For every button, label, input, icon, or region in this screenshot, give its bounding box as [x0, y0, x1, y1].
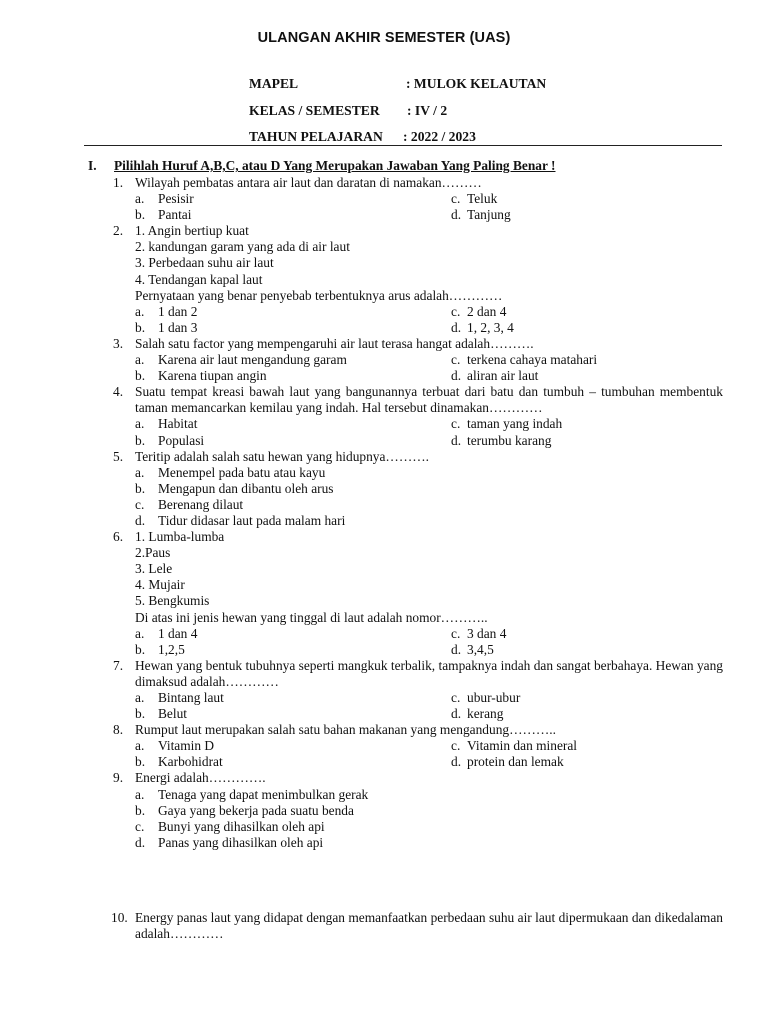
option-row: b. Pantai d. Tanjung [135, 207, 511, 223]
kelas-label: KELAS / SEMESTER [249, 103, 380, 118]
option-row: b. Karena tiupan angin d. aliran air laut [135, 368, 539, 384]
question-text: Salah satu factor yang mempengaruhi air laut terasa hangat adalah………. [135, 335, 534, 351]
option-row: a. Bintang laut c. ubur-ubur [135, 690, 521, 705]
header-divider [84, 145, 722, 146]
option-row: d. Panas yang dihasilkan oleh api [135, 834, 324, 850]
exam-content [0, 158, 768, 942]
question-text: Suatu tempat kreasi bawah laut yang bangunannya terbuat dari batu dan tumbuh – tumbuhan membentuk taman memancarkan kemilau yang indah. Hal tersebut dinamakan………… [135, 384, 723, 416]
question-text: Hewan yang bentuk tubuhnya seperti mangkuk terbalik, tampaknya indah dan sangat berbahaya. Hewan yang dimaksud adalah………… [135, 657, 723, 689]
option-row: d. Tidur didasar laut pada malam hari [135, 512, 346, 528]
kelas-value: : IV / 2 [407, 103, 448, 118]
question-text: Teritip adalah salah satu hewan yang hidupnya………. [135, 448, 429, 464]
question-4 [0, 384, 768, 448]
question-2 [0, 223, 768, 336]
question-number: 2. [113, 223, 124, 239]
blank-space [0, 851, 768, 910]
tahun-label: TAHUN PELAJARAN [249, 129, 383, 144]
question-number: 3. [113, 335, 124, 351]
question-9 [0, 770, 768, 850]
section-instruction: Pilihlah Huruf A,B,C, atau D Yang Merupakan Jawaban Yang Paling Benar ! [114, 158, 556, 173]
statement-line: 1. Angin bertiup kuat [135, 223, 249, 239]
statement-line: 1. Lumba-lumba [135, 529, 225, 545]
question-number: 6. [113, 529, 124, 545]
question-number: 8. [113, 722, 124, 738]
option-row: a. 1 dan 4 c. 3 dan 4 [135, 625, 507, 641]
question-number: 5. [113, 448, 124, 464]
section-number: I. [88, 158, 97, 173]
exam-title: ULANGAN AKHIR SEMESTER (UAS) [257, 30, 511, 46]
section-header [0, 158, 768, 175]
question-text: Wilayah pembatas antara air laut dan daratan di namakan……… [135, 175, 482, 190]
question-text: Pernyataan yang benar penyebab terbentuknya arus adalah………… [135, 287, 503, 303]
question-number: 9. [113, 770, 124, 786]
option-row: a. Menempel pada batu atau kayu [135, 464, 326, 480]
question-number: 7. [113, 657, 124, 673]
question-text: Di atas ini jenis hewan yang tinggal di laut adalah nomor……….. [135, 609, 488, 625]
question-6 [0, 529, 768, 658]
question-3 [0, 336, 768, 384]
question-10 [0, 910, 768, 942]
option-row: c. Berenang dilaut [135, 496, 244, 512]
option-row: c. Bunyi yang dihasilkan oleh api [135, 818, 325, 834]
question-text: Energy panas laut yang didapat dengan memanfaatkan perbedaan suhu air laut dipermukaan dan dikedalaman adalah………… [135, 909, 723, 942]
option-row: a. 1 dan 2 c. 2 dan 4 [135, 303, 507, 319]
option-row: a. Tenaga yang dapat menimbulkan gerak [135, 786, 369, 802]
option-row: b. Belut d. kerang [135, 706, 504, 722]
option-row: b. Gaya yang bekerja pada suatu benda [135, 802, 354, 818]
option-row: b. Populasi d. terumbu karang [135, 432, 552, 448]
question-number: 4. [113, 384, 124, 400]
option-row: b. 1 dan 3 d. 1, 2, 3, 4 [135, 319, 514, 335]
statement-line: 3. Lele [135, 561, 173, 577]
question-text: Rumput laut merupakan salah satu bahan makanan yang mengandung……….. [135, 722, 556, 738]
statement-line: 4. Tendangan kapal laut [135, 271, 263, 287]
statement-line: 2. kandungan garam yang ada di air laut [135, 239, 350, 255]
statement-line: 2.Paus [135, 545, 171, 561]
question-8 [0, 722, 768, 770]
question-number: 10. [111, 909, 128, 925]
question-7 [0, 658, 768, 722]
option-row: a. Vitamin D c. Vitamin dan mineral [135, 738, 578, 754]
option-row: a. Karena air laut mengandung garam c. terkena cahaya matahari [135, 352, 598, 368]
statement-line: 4. Mujair [135, 577, 185, 593]
option-row: b. 1,2,5 d. 3,4,5 [135, 641, 494, 657]
question-5 [0, 449, 768, 529]
statement-line: 3. Perbedaan suhu air laut [135, 255, 274, 271]
question-text: Energi adalah…………. [135, 770, 266, 786]
statement-line: 5. Bengkumis [135, 593, 210, 609]
mapel-value: : MULOK KELAUTAN [406, 76, 547, 91]
mapel-label: MAPEL [249, 76, 299, 91]
tahun-value: : 2022 / 2023 [403, 129, 476, 144]
question-1 [0, 175, 768, 223]
option-row: a. Habitat c. taman yang indah [135, 416, 563, 432]
option-row: b. Mengapun dan dibantu oleh arus [135, 480, 334, 496]
option-row: b. Karbohidrat d. protein dan lemak [135, 754, 564, 770]
option-row: a. Pesisir c. Teluk [135, 191, 498, 207]
question-number: 1. [113, 175, 124, 190]
